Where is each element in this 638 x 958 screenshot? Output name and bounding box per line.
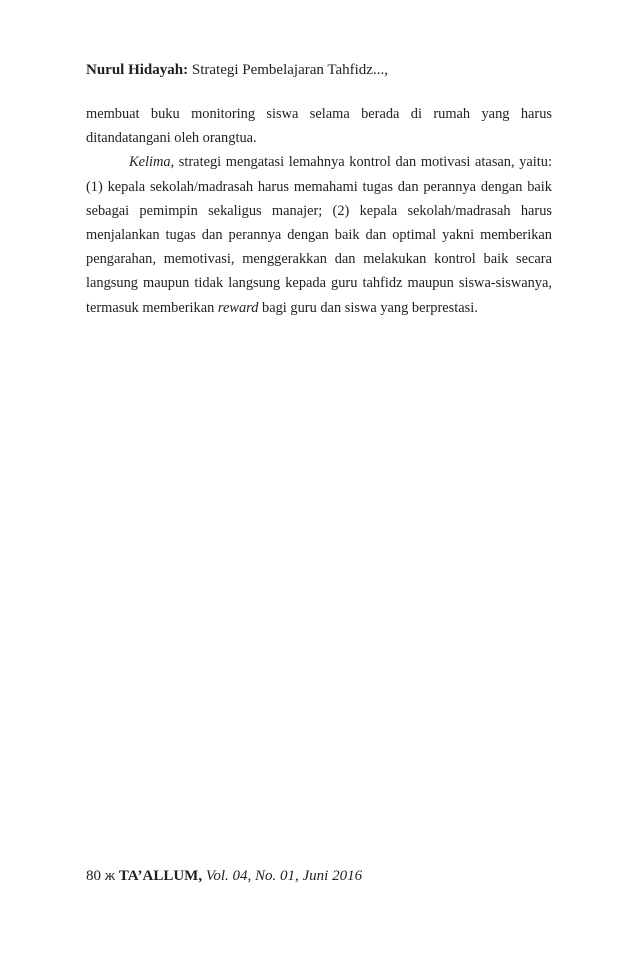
- running-header: [86, 60, 388, 80]
- paragraph-kelima: [86, 150, 552, 319]
- paragraph-text-part1: , strategi mengatasi lemahnya kontrol dan motivasi atasan, yaitu: (1) kepala sekolah/madrasah harus memahami tugas dan perannya dengan baik sebagai pemimpin sekaligus manajer; (2) kepala sekolah/madrasah harus menjalankan tugas dan perannya dengan baik dan optimal yakni memberikan pengarahan, memotivasi, menggerakkan dan melakukan kontrol baik secara langsung maupun tidak langsung kepada guru tahfidz maupun siswa-siswanya, termasuk memberikan: [86, 154, 552, 316]
- paragraph-reward-term: reward: [217, 299, 259, 316]
- paragraph-text-part2: bagi guru dan siswa yang berprestasi.: [262, 299, 478, 316]
- header-title: Strategi Pembelajaran Tahfidz...,: [191, 62, 388, 78]
- journal-issue: Vol. 04, No. 01, Juni 2016: [205, 868, 363, 884]
- running-footer: [86, 866, 362, 886]
- footer-separator: ж: [104, 868, 116, 884]
- header-author: Nurul Hidayah:: [86, 62, 189, 78]
- body-text: [86, 102, 552, 320]
- paragraph-lead-term: Kelima: [129, 154, 171, 171]
- page-number: 80: [86, 868, 101, 884]
- journal-name: TA’ALLUM,: [118, 868, 203, 884]
- paragraph-continued: membuat buku monitoring siswa selama berada di rumah yang harus ditandatangani oleh orangtua.: [86, 106, 552, 147]
